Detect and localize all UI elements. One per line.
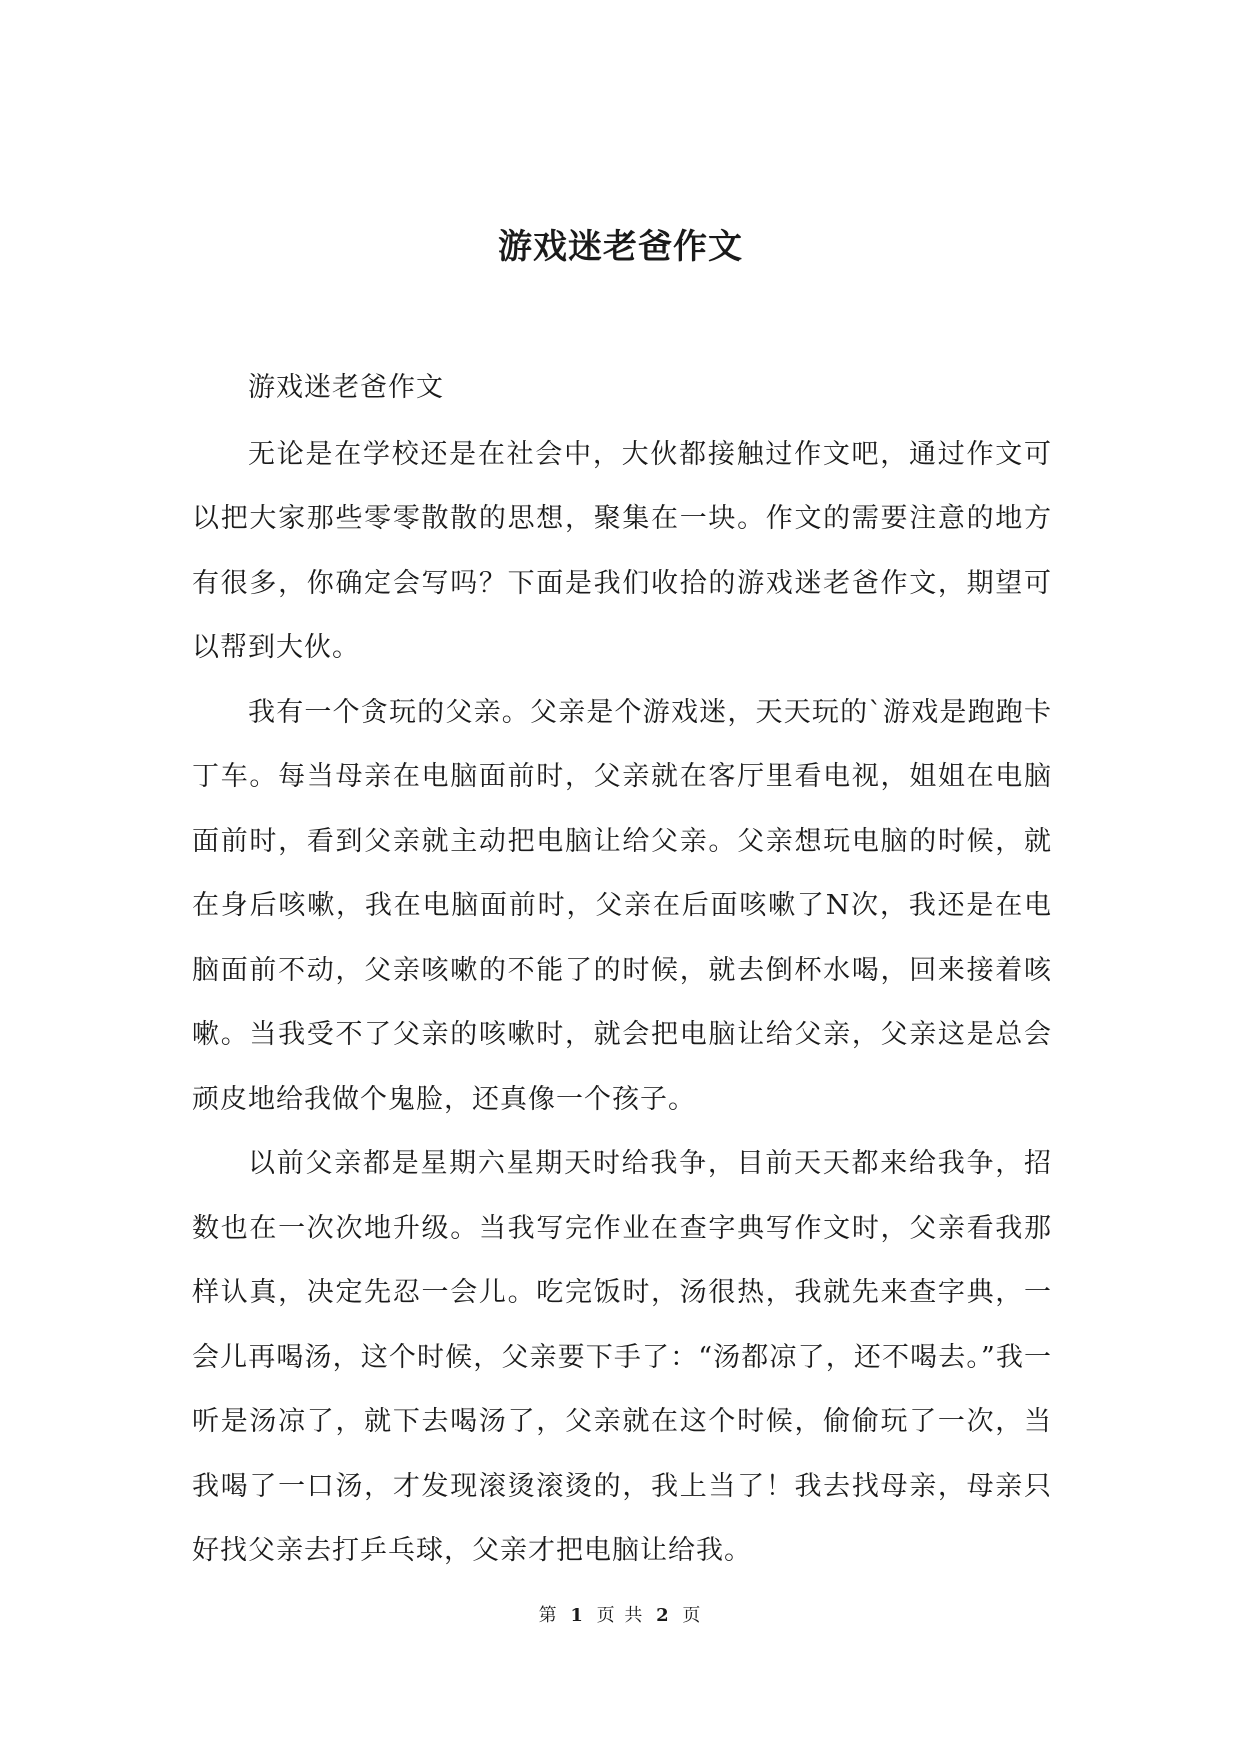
paragraph-intro: 无论是在学校还是在社会中，大伙都接触过作文吧，通过作文可以把大家那些零零散散的思想，聚集在一块。作文的需要注意的地方有很多，你确定会写吗？下面是我们收拾的游戏迷老爸作文，期望可以帮到大伙。	[192, 438, 1052, 663]
footer-page-number: 1	[570, 1605, 585, 1626]
footer-middle: 页 共	[596, 1605, 645, 1626]
paragraph-subtitle: 游戏迷老爸作文	[248, 372, 444, 403]
document-title: 游戏迷老爸作文	[498, 227, 743, 267]
paragraph-body-2: 以前父亲都是星期六星期天时给我争，目前天天都来给我争，招数也在一次次地升级。当我写完作业在查字典写作文时，父亲看我那样认真，决定先忍一会儿。吃完饭时，汤很热，我就先来查字典，一会儿再喝汤，这个时候，父亲要下手了：“汤都凉了，还不喝去。”我一听是汤凉了，就下去喝汤了，父亲就在这个时候，偷偷玩了一次，当我喝了一口汤，才发现滚烫滚烫的，我上当了！我去找母亲，母亲只好找父亲去打乒乓球，父亲才把电脑让给我。	[192, 1148, 1052, 1566]
document-body	[192, 356, 1052, 1584]
page-footer	[0, 1604, 1241, 1628]
footer-total-pages: 2	[656, 1605, 671, 1626]
footer-prefix: 第	[538, 1605, 559, 1626]
footer-suffix: 页	[682, 1605, 703, 1626]
paragraph-body-1: 我有一个贪玩的父亲。父亲是个游戏迷，天天玩的`游戏是跑跑卡丁车。每当母亲在电脑面前时，父亲就在客厅里看电视，姐姐在电脑面前时，看到父亲就主动把电脑让给父亲。父亲想玩电脑的时候，就在身后咳嗽，我在电脑面前时，父亲在后面咳嗽了N次，我还是在电脑面前不动，父亲咳嗽的不能了的时候，就去倒杯水喝，回来接着咳嗽。当我受不了父亲的咳嗽时，就会把电脑让给父亲，父亲这是总会顽皮地给我做个鬼脸，还真像一个孩子。	[192, 696, 1052, 1115]
